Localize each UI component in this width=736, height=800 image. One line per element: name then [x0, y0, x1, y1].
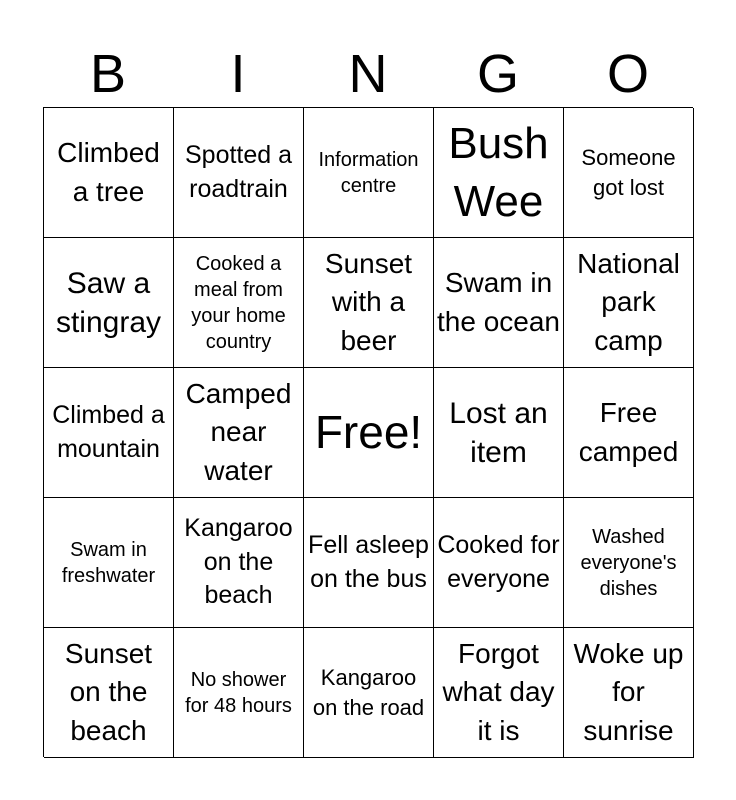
cell-text: Spotted a roadtrain	[184, 140, 293, 203]
cell-text: National park camp	[577, 247, 680, 356]
header-letter-b: B	[89, 44, 127, 104]
free-space-cell[interactable]	[304, 368, 434, 498]
bingo-cell[interactable]	[564, 498, 694, 628]
cell-text: Kangaroo on the beach	[184, 513, 293, 610]
bingo-cell[interactable]	[564, 108, 694, 238]
header-letter-g: G	[476, 44, 519, 104]
bingo-cell[interactable]	[174, 108, 304, 238]
cell-text: Swam in the ocean	[437, 266, 560, 337]
bingo-cell[interactable]	[564, 368, 694, 498]
cell-text: Bush Wee	[448, 119, 549, 226]
cell-text: Washed everyone's dishes	[580, 525, 677, 600]
bingo-cell[interactable]	[434, 238, 564, 368]
cell-text: Free!	[314, 405, 423, 458]
cell-text: Cooked a meal from your home country	[191, 252, 286, 353]
bingo-cell[interactable]	[44, 498, 174, 628]
bingo-cell[interactable]	[564, 238, 694, 368]
cell-text: Information centre	[318, 148, 419, 197]
bingo-cell[interactable]	[304, 238, 434, 368]
bingo-cell[interactable]	[434, 368, 564, 498]
bingo-cell[interactable]	[434, 108, 564, 238]
cell-text: No shower for 48 hours	[185, 668, 292, 717]
cell-text: Lost an item	[449, 396, 548, 469]
cell-text: Climbed a tree	[57, 136, 160, 207]
bingo-cell[interactable]	[434, 498, 564, 628]
bingo-cell[interactable]	[174, 368, 304, 498]
cell-text: Free camped	[578, 396, 679, 467]
bingo-cell[interactable]	[434, 628, 564, 758]
header-letter-n: N	[348, 44, 388, 104]
cell-text: Saw a stingray	[55, 266, 162, 339]
bingo-grid	[43, 107, 693, 757]
bingo-cell[interactable]	[564, 628, 694, 758]
header-letter-o: O	[606, 44, 649, 104]
bingo-cell[interactable]	[44, 368, 174, 498]
bingo-cell[interactable]	[44, 628, 174, 758]
bingo-cell[interactable]	[174, 628, 304, 758]
header-letter-i: I	[230, 44, 246, 104]
bingo-header	[43, 40, 693, 108]
cell-text: Sunset on the beach	[64, 637, 153, 746]
cell-text: Forgot what day it is	[442, 637, 555, 746]
bingo-cell[interactable]	[304, 108, 434, 238]
bingo-cell[interactable]	[174, 238, 304, 368]
bingo-cell[interactable]	[174, 498, 304, 628]
bingo-cell[interactable]	[304, 628, 434, 758]
cell-text: Climbed a mountain	[52, 400, 165, 463]
cell-text: Cooked for everyone	[437, 530, 560, 593]
cell-text: Kangaroo on the road	[312, 664, 425, 720]
cell-text: Sunset with a beer	[324, 247, 413, 356]
bingo-cell[interactable]	[44, 108, 174, 238]
cell-text: Camped near water	[185, 377, 292, 486]
cell-text: Fell asleep on the bus	[308, 530, 429, 593]
cell-text: Woke up for sunrise	[573, 637, 684, 746]
cell-text: Swam in freshwater	[61, 538, 156, 587]
cell-text: Someone got lost	[581, 144, 676, 200]
bingo-cell[interactable]	[304, 498, 434, 628]
bingo-cell[interactable]	[44, 238, 174, 368]
